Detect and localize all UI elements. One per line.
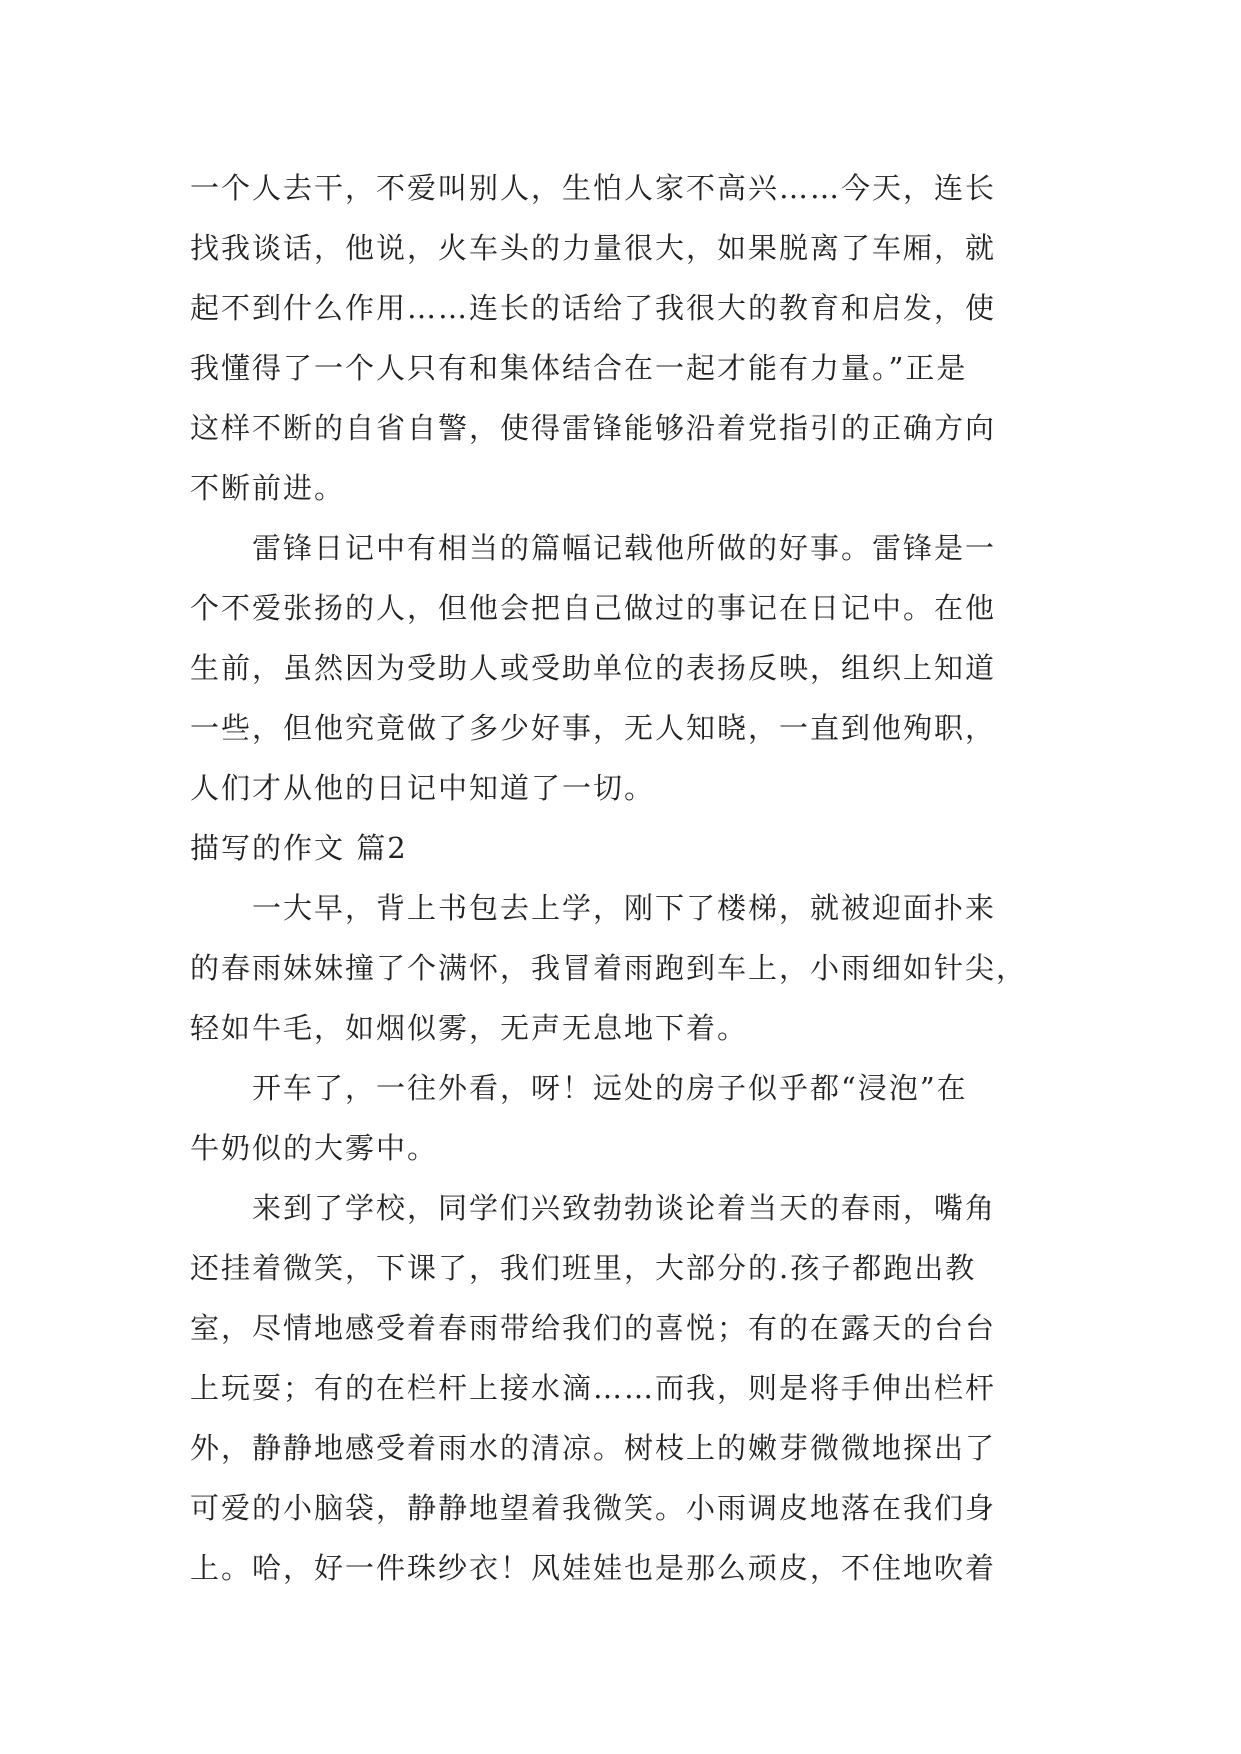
text-line: 人们才从他的日记中知道了一切。 bbox=[190, 771, 656, 805]
text-line: 牛奶似的大雾中。 bbox=[190, 1131, 439, 1165]
text-line: 雷锋日记中有相当的篇幅记载他所做的好事。雷锋是一 bbox=[190, 531, 997, 565]
section-heading: 描写的作文 篇2 bbox=[190, 831, 408, 865]
text-line: 轻如牛毛，如烟似雾，无声无息地下着。 bbox=[190, 1011, 749, 1045]
text-line: 来到了学校，同学们兴致勃勃谈论着当天的春雨，嘴角 bbox=[190, 1191, 997, 1225]
text-line: 的春雨妹妹撞了个满怀，我冒着雨跑到车上，小雨细如针尖， bbox=[190, 951, 1028, 985]
text-line: 还挂着微笑，下课了，我们班里，大部分的.孩子都跑出教 bbox=[190, 1251, 977, 1285]
text-line: 不断前进。 bbox=[190, 471, 346, 505]
text-line: 上玩耍；有的在栏杆上接水滴……而我，则是将手伸出栏杆 bbox=[190, 1371, 997, 1405]
text-line: 我懂得了一个人只有和集体结合在一起才能有力量。”正是 bbox=[190, 351, 968, 385]
text-line: 找我谈话，他说，火车头的力量很大，如果脱离了车厢，就 bbox=[190, 231, 997, 265]
text-line: 外，静静地感受着雨水的清凉。树枝上的嫩芽微微地探出了 bbox=[190, 1431, 997, 1465]
text-line: 一些，但他究竟做了多少好事，无人知晓，一直到他殉职， bbox=[190, 711, 997, 745]
text-line: 个不爱张扬的人，但他会把自己做过的事记在日记中。在他 bbox=[190, 591, 997, 625]
text-line: 生前，虽然因为受助人或受助单位的表扬反映，组织上知道 bbox=[190, 651, 997, 685]
document-body bbox=[190, 158, 1070, 1598]
text-line: 这样不断的自省自警，使得雷锋能够沿着党指引的正确方向 bbox=[190, 411, 997, 445]
text-line: 室，尽情地感受着春雨带给我们的喜悦；有的在露天的台台 bbox=[190, 1311, 997, 1345]
text-line: 开车了，一往外看，呀！远处的房子似乎都“浸泡”在 bbox=[190, 1071, 968, 1105]
text-line: 一大早，背上书包去上学，刚下了楼梯，就被迎面扑来 bbox=[190, 891, 997, 925]
text-line: 上。哈，好一件珠纱衣！风娃娃也是那么顽皮，不住地吹着 bbox=[190, 1551, 997, 1585]
text-line: 可爱的小脑袋，静静地望着我微笑。小雨调皮地落在我们身 bbox=[190, 1491, 997, 1525]
text-line: 起不到什么作用……连长的话给了我很大的教育和启发，使 bbox=[190, 291, 997, 325]
text-line: 一个人去干，不爱叫别人，生怕人家不高兴……今天，连长 bbox=[190, 171, 997, 205]
